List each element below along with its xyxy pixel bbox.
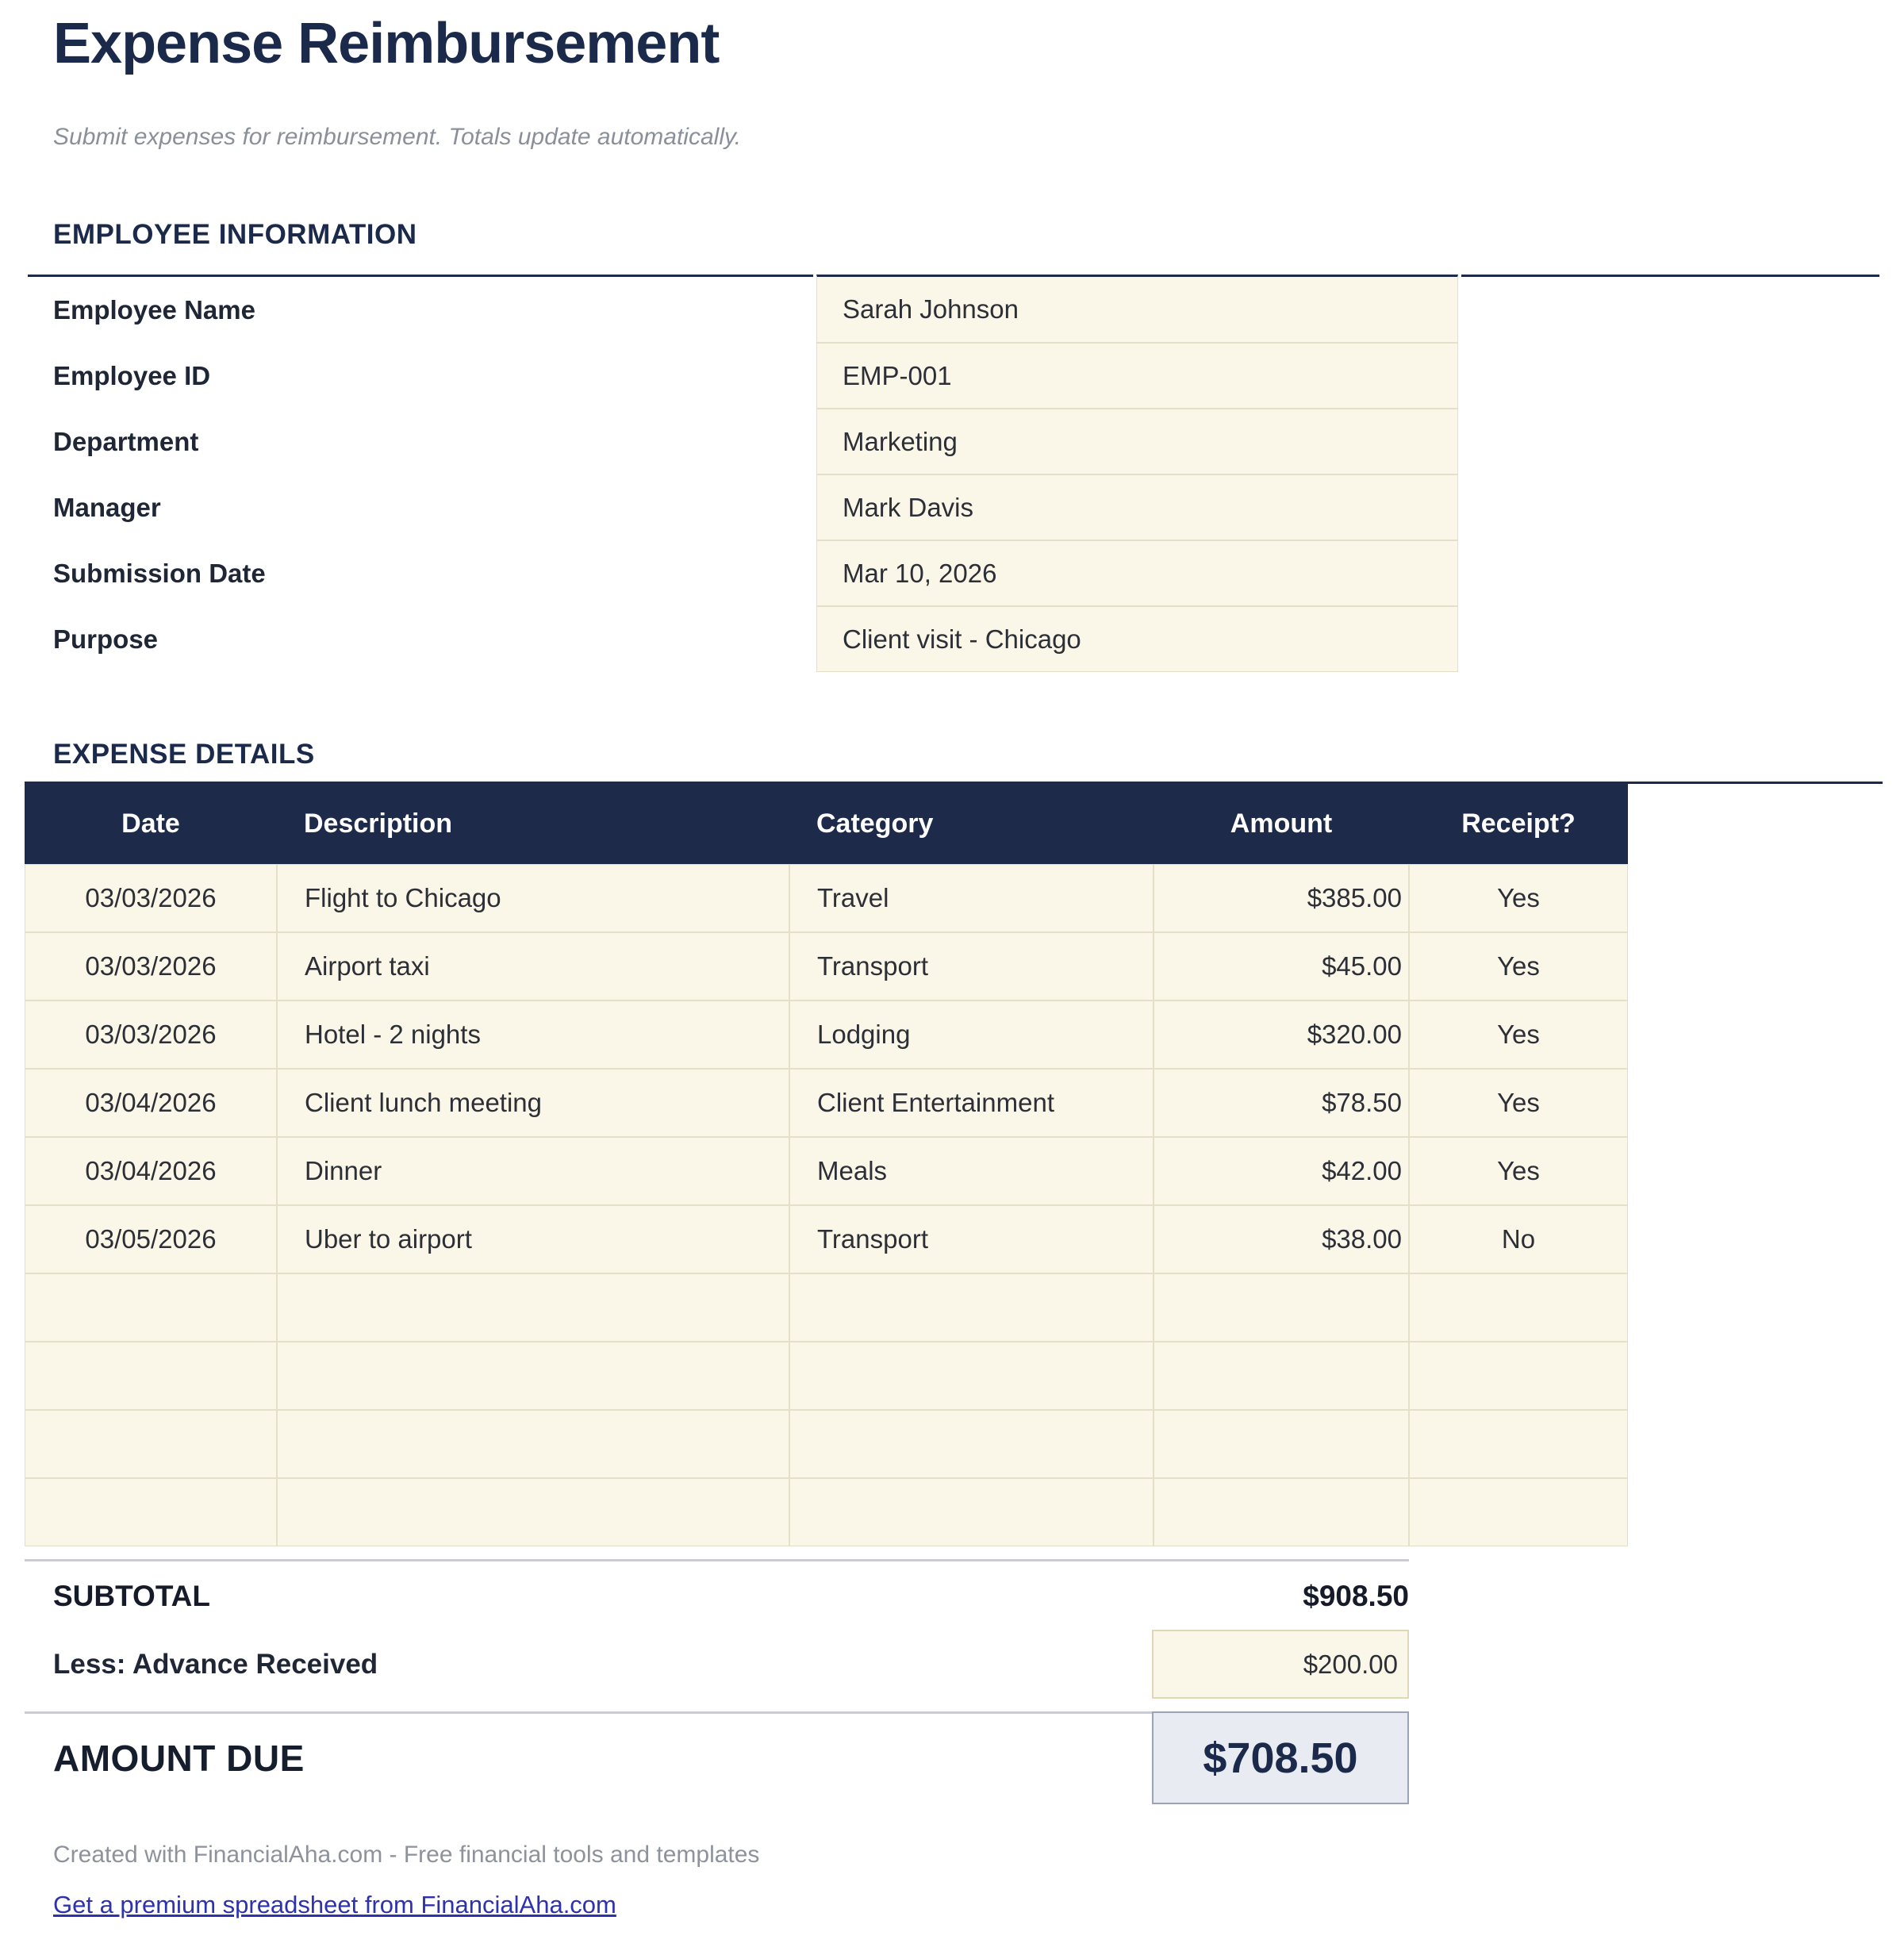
expense-cell-description[interactable] <box>277 1478 789 1546</box>
filler-cell <box>1628 1410 1883 1478</box>
filler-cell <box>1628 864 1883 932</box>
expense-cell-description[interactable]: Airport taxi <box>277 932 789 1001</box>
filler-cell <box>1628 1137 1883 1205</box>
filler-cell <box>1461 540 1879 606</box>
expense-cell-receipt[interactable]: Yes <box>1409 1137 1628 1205</box>
expense-column-header-receipt: Receipt? <box>1409 782 1628 864</box>
filler-cell <box>1628 1478 1883 1546</box>
subtotal-label: SUBTOTAL <box>53 1580 211 1613</box>
filler-cell <box>1461 474 1879 540</box>
expense-cell-description[interactable] <box>277 1410 789 1478</box>
filler-cell <box>1461 606 1879 672</box>
employee-info-row <box>28 474 1879 540</box>
expense-cell-amount[interactable]: $38.00 <box>1154 1205 1409 1273</box>
employee-field-value-input[interactable]: Marketing <box>816 409 1458 474</box>
expense-empty-row <box>25 1273 1883 1342</box>
filler-cell <box>1628 1069 1883 1137</box>
filler-cell <box>1461 343 1879 409</box>
expense-cell-category[interactable] <box>789 1410 1154 1478</box>
expense-cell-amount[interactable]: $385.00 <box>1154 864 1409 932</box>
expense-cell-amount[interactable] <box>1154 1410 1409 1478</box>
expense-cell-category[interactable]: Client Entertainment <box>789 1069 1154 1137</box>
expense-column-header-category: Category <box>789 782 1154 864</box>
expense-column-header-description: Description <box>277 782 789 864</box>
amount-due-value-box <box>1152 1711 1409 1804</box>
employee-field-label: Department <box>28 409 813 474</box>
expense-reimbursement-page <box>0 11 1904 1955</box>
expense-cell-description[interactable]: Hotel - 2 nights <box>277 1001 789 1069</box>
filler-cell <box>1461 409 1879 474</box>
expense-column-header-date: Date <box>25 782 277 864</box>
expense-header-row <box>25 782 1883 864</box>
employee-field-label: Purpose <box>28 606 813 672</box>
expense-cell-amount[interactable]: $42.00 <box>1154 1137 1409 1205</box>
expense-empty-row <box>25 1410 1883 1478</box>
page-title: Expense Reimbursement <box>53 12 720 75</box>
expense-cell-receipt[interactable]: Yes <box>1409 864 1628 932</box>
expense-cell-date[interactable] <box>25 1410 277 1478</box>
filler-cell <box>1628 932 1883 1001</box>
employee-info-body <box>28 275 1879 672</box>
section-heading-employee-information: EMPLOYEE INFORMATION <box>53 218 417 250</box>
expense-cell-category[interactable]: Transport <box>789 932 1154 1001</box>
employee-field-value-input[interactable]: Client visit - Chicago <box>816 606 1458 672</box>
subtotal-row <box>25 1577 1409 1615</box>
filler-cell <box>1628 782 1883 864</box>
employee-field-label: Manager <box>28 474 813 540</box>
employee-info-row <box>28 540 1879 606</box>
expense-cell-receipt[interactable]: Yes <box>1409 932 1628 1001</box>
employee-field-label: Submission Date <box>28 540 813 606</box>
employee-info-table <box>25 275 1883 672</box>
expense-row <box>25 1205 1883 1273</box>
expense-row <box>25 1001 1883 1069</box>
expense-cell-category[interactable]: Lodging <box>789 1001 1154 1069</box>
expense-cell-category[interactable]: Meals <box>789 1137 1154 1205</box>
employee-field-label: Employee Name <box>28 275 813 343</box>
expense-cell-amount[interactable]: $320.00 <box>1154 1001 1409 1069</box>
expense-cell-receipt[interactable] <box>1409 1273 1628 1342</box>
expense-cell-description[interactable]: Flight to Chicago <box>277 864 789 932</box>
expense-cell-amount[interactable] <box>1154 1273 1409 1342</box>
expense-cell-date[interactable]: 03/03/2026 <box>25 1001 277 1069</box>
employee-info-row <box>28 275 1879 343</box>
expense-cell-description[interactable] <box>277 1342 789 1410</box>
filler-cell <box>1628 1001 1883 1069</box>
expense-cell-receipt[interactable]: Yes <box>1409 1069 1628 1137</box>
amount-due-value: $708.50 <box>1203 1734 1358 1782</box>
expense-column-header-amount: Amount <box>1154 782 1409 864</box>
expense-cell-amount[interactable]: $45.00 <box>1154 932 1409 1001</box>
expense-table <box>25 782 1883 1546</box>
expense-cell-description[interactable]: Client lunch meeting <box>277 1069 789 1137</box>
employee-info-row <box>28 343 1879 409</box>
employee-field-value-input[interactable]: Mar 10, 2026 <box>816 540 1458 606</box>
expense-cell-category[interactable]: Transport <box>789 1205 1154 1273</box>
subtotal-value: $908.50 <box>1303 1580 1409 1613</box>
amount-due-row <box>25 1711 1409 1804</box>
expense-cell-amount[interactable] <box>1154 1478 1409 1546</box>
totals-section <box>25 1559 1883 1804</box>
subtotal-divider <box>25 1559 1409 1561</box>
expense-cell-description[interactable]: Dinner <box>277 1137 789 1205</box>
expense-cell-category[interactable] <box>789 1478 1154 1546</box>
expense-empty-row <box>25 1342 1883 1410</box>
expense-row <box>25 1069 1883 1137</box>
expense-cell-receipt[interactable] <box>1409 1478 1628 1546</box>
advance-label: Less: Advance Received <box>53 1648 378 1680</box>
expense-cell-date[interactable]: 03/03/2026 <box>25 932 277 1001</box>
employee-field-value-input[interactable]: Sarah Johnson <box>816 275 1458 343</box>
expense-row <box>25 1137 1883 1205</box>
expense-cell-date[interactable]: 03/04/2026 <box>25 1069 277 1137</box>
expense-cell-description[interactable]: Uber to airport <box>277 1205 789 1273</box>
expense-row <box>25 864 1883 932</box>
expense-empty-row <box>25 1478 1883 1546</box>
employee-field-value-input[interactable]: Mark Davis <box>816 474 1458 540</box>
expense-cell-category[interactable] <box>789 1342 1154 1410</box>
filler-cell <box>1461 275 1879 343</box>
amount-due-label: AMOUNT DUE <box>53 1737 305 1779</box>
expense-cell-amount[interactable] <box>1154 1342 1409 1410</box>
expense-cell-receipt[interactable] <box>1409 1410 1628 1478</box>
advance-row <box>25 1630 1409 1699</box>
advance-received-input[interactable] <box>1152 1630 1409 1699</box>
expense-cell-receipt[interactable] <box>1409 1342 1628 1410</box>
expense-cell-receipt[interactable]: Yes <box>1409 1001 1628 1069</box>
advance-received-value: $200.00 <box>1303 1649 1398 1679</box>
expense-row <box>25 932 1883 1001</box>
employee-info-row <box>28 606 1879 672</box>
expense-cell-date[interactable] <box>25 1342 277 1410</box>
expense-cell-date[interactable] <box>25 1478 277 1546</box>
expense-cell-amount[interactable]: $78.50 <box>1154 1069 1409 1137</box>
footer-credit-text: Created with FinancialAha.com - Free financial tools and templates <box>53 1842 760 1869</box>
expense-cell-receipt[interactable]: No <box>1409 1205 1628 1273</box>
filler-cell <box>1628 1342 1883 1410</box>
filler-cell <box>1628 1273 1883 1342</box>
expense-table-body <box>25 864 1883 1546</box>
expense-cell-date[interactable]: 03/04/2026 <box>25 1137 277 1205</box>
expense-cell-description[interactable] <box>277 1273 789 1342</box>
filler-cell <box>1628 1205 1883 1273</box>
expense-cell-date[interactable]: 03/03/2026 <box>25 864 277 932</box>
amount-due-divider <box>25 1711 1152 1714</box>
section-heading-expense-details: EXPENSE DETAILS <box>53 739 315 770</box>
employee-info-row <box>28 409 1879 474</box>
expense-cell-date[interactable] <box>25 1273 277 1342</box>
expense-cell-category[interactable] <box>789 1273 1154 1342</box>
expense-cell-date[interactable]: 03/05/2026 <box>25 1205 277 1273</box>
expense-cell-category[interactable]: Travel <box>789 864 1154 932</box>
premium-spreadsheet-link[interactable]: Get a premium spreadsheet from FinancialAha.com <box>53 1891 616 1919</box>
employee-field-label: Employee ID <box>28 343 813 409</box>
page-subtitle: Submit expenses for reimbursement. Totals update automatically. <box>53 123 742 150</box>
employee-field-value-input[interactable]: EMP-001 <box>816 343 1458 409</box>
